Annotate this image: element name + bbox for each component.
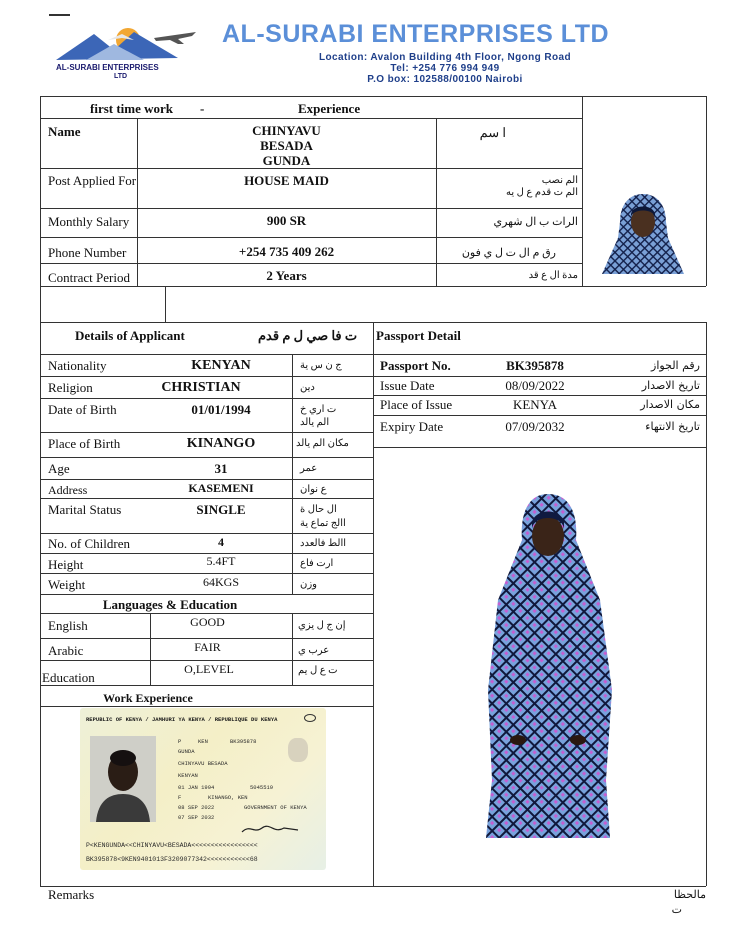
english-arabic: إن ج ل يزي [298, 620, 346, 631]
applicant-title-arabic: ت فا صي ل م قدم [258, 328, 358, 343]
pp-given: CHINYAVU BESADA [178, 760, 228, 767]
name-value-2: BESADA [260, 138, 313, 153]
dob-arabic-1: ت اري خ [300, 404, 337, 415]
issue-date-value: 08/09/2022 [505, 378, 565, 393]
signature-icon [240, 822, 300, 836]
phone-value: +254 735 409 262 [238, 244, 335, 259]
applicant-headshot [598, 192, 688, 274]
salary-label: Monthly Salary [48, 214, 130, 229]
height-arabic: ارت فاع [300, 558, 334, 569]
pp-header: REPUBLIC OF KENYA / JAMHURI YA KENYA / REPUBLIQUE DU KENYA [86, 716, 278, 723]
age-label: Age [48, 461, 70, 476]
post-arabic-2: الم ت قدم ع ل يه [506, 187, 578, 198]
svg-text:LTD: LTD [114, 73, 128, 80]
religion-value: CHRISTIAN [161, 380, 241, 395]
passport-no-label: Passport No. [380, 358, 451, 373]
education-label: Education [42, 670, 95, 685]
name-label: Name [48, 124, 81, 139]
expiry-arabic: تاريخ الانتهاء [645, 420, 700, 433]
phone-arabic: رق م ال ت ل ي فون [461, 247, 556, 259]
salary-arabic: الرات ب ال شهري [493, 216, 578, 228]
pp-issue: 08 SEP 2022 [178, 804, 215, 811]
english-label: English [48, 618, 88, 633]
company-pobox: P.O box: 102588/00100 Nairobi [367, 74, 523, 85]
dob-value: 01/01/1994 [191, 402, 251, 417]
place-issue-arabic: مكان الاصدار [640, 398, 700, 411]
post-arabic-1: الم نصب [541, 175, 578, 186]
education-value: O,LEVEL [184, 662, 234, 676]
pob-value: KINANGO [186, 436, 256, 451]
marital-value: SINGLE [196, 502, 246, 517]
arabic-arabic: عرب ي [298, 645, 330, 656]
address-value: KASEMENI [188, 481, 254, 495]
religion-arabic: دين [300, 382, 315, 393]
expiry-value: 07/09/2032 [505, 419, 565, 434]
dob-arabic-2: الم يالد [300, 417, 330, 428]
height-label: Height [48, 557, 84, 572]
weight-arabic: وزن [300, 579, 318, 590]
chip-icon [304, 714, 316, 722]
post-label: Post Applied For [48, 173, 137, 188]
applicant-full-photo [478, 490, 618, 840]
languages-title: Languages & Education [102, 597, 238, 612]
pob-arabic: مكان الم يالد [296, 438, 349, 449]
issue-date-arabic: تاريخ الاصدار [641, 379, 700, 392]
experience-label: Experience [298, 101, 361, 116]
pp-pob: KINANGO, KEN [208, 794, 248, 801]
marital-arabic-1: ال حال ة [300, 504, 337, 515]
expiry-label: Expiry Date [380, 419, 444, 434]
weight-label: Weight [48, 577, 86, 592]
salary-value: 900 SR [266, 213, 307, 228]
remarks-label: Remarks [48, 887, 95, 902]
weight-value: 64KGS [202, 575, 239, 589]
age-arabic: عمر [300, 463, 318, 474]
dob-label: Date of Birth [48, 402, 117, 417]
phone-label: Phone Number [48, 245, 127, 260]
svg-text:AL-SURABI ENTERPRISES: AL-SURABI ENTERPRISES [56, 63, 159, 72]
contract-label: Contract Period [48, 270, 130, 285]
pp-sex: F [178, 794, 182, 801]
passport-photo [90, 736, 156, 822]
pp-mrz-1: P<KENGUNDA<<CHINYAVU<BESADA<<<<<<<<<<<<<<<<< [86, 842, 258, 849]
pp-number: BK395878 [230, 738, 257, 745]
religion-label: Religion [48, 380, 93, 395]
applicant-title: Details of Applicant [75, 328, 185, 343]
pp-mrz-2: BK395878<9KEN9401013F3209077342<<<<<<<<<<<68 [86, 856, 258, 863]
remarks-arabic-1: مالحظا [673, 889, 706, 901]
passport-title: Passport Detail [376, 328, 461, 343]
pp-expiry: 07 SEP 2032 [178, 814, 215, 821]
pp-code: KEN [198, 738, 208, 745]
name-value-1: CHINYAVU [252, 123, 321, 138]
children-arabic: االط فالعدد [300, 538, 346, 549]
pp-nationality: KENYAN [178, 772, 198, 779]
nationality-value: KENYAN [191, 358, 251, 373]
pp-dob: 01 JAN 1994 [178, 784, 215, 791]
nationality-label: Nationality [48, 358, 107, 373]
issue-date-label: Issue Date [380, 378, 435, 393]
age-value: 31 [214, 461, 228, 476]
passport-no-arabic: رقم الجواز [651, 359, 700, 372]
marital-label: Marital Status [48, 502, 122, 517]
name-arabic: ا سم [479, 125, 506, 140]
work-type-label: first time work [90, 101, 174, 116]
pp-authority: GOVERNMENT OF KENYA [244, 804, 307, 811]
arabic-value: FAIR [194, 640, 221, 654]
company-name: AL-SURABI ENTERPRISES LTD [222, 20, 610, 48]
nationality-arabic: ج ن س ية [300, 360, 342, 371]
post-value: HOUSE MAID [244, 173, 329, 188]
arabic-label: Arabic [48, 643, 84, 658]
address-label: Address [48, 483, 88, 497]
place-issue-label: Place of Issue [380, 397, 453, 412]
ghost-photo [288, 738, 308, 762]
children-value: 4 [218, 535, 224, 549]
height-value: 5.4FT [206, 554, 236, 568]
pp-personal-no: 5045519 [250, 784, 274, 791]
work-experience-title: Work Experience [103, 691, 193, 705]
place-issue-value: KENYA [512, 397, 558, 412]
address-arabic: ع نوان [300, 484, 327, 495]
contract-arabic: مدة ال ع قد [528, 270, 578, 281]
work-type-dash: - [200, 101, 205, 116]
remarks-arabic-2: ت [671, 904, 682, 916]
name-value-3: GUNDA [262, 153, 311, 168]
company-tel: Tel: +254 776 994 949 [390, 63, 500, 74]
marital-arabic-2: االج تماع ية [300, 518, 346, 529]
education-arabic: ت ع ل يم [298, 665, 338, 676]
pob-label: Place of Birth [48, 436, 121, 451]
passport-no-value: BK395878 [506, 358, 564, 373]
company-location: Location: Avalon Building 4th Floor, Ngong Road [319, 52, 571, 63]
english-value: GOOD [190, 615, 225, 629]
pp-type: P [178, 738, 182, 745]
pp-surname: GUNDA [178, 748, 195, 755]
company-logo [46, 12, 206, 82]
children-label: No. of Children [48, 536, 130, 551]
passport-scan [80, 708, 326, 870]
contract-value: 2 Years [266, 268, 307, 283]
